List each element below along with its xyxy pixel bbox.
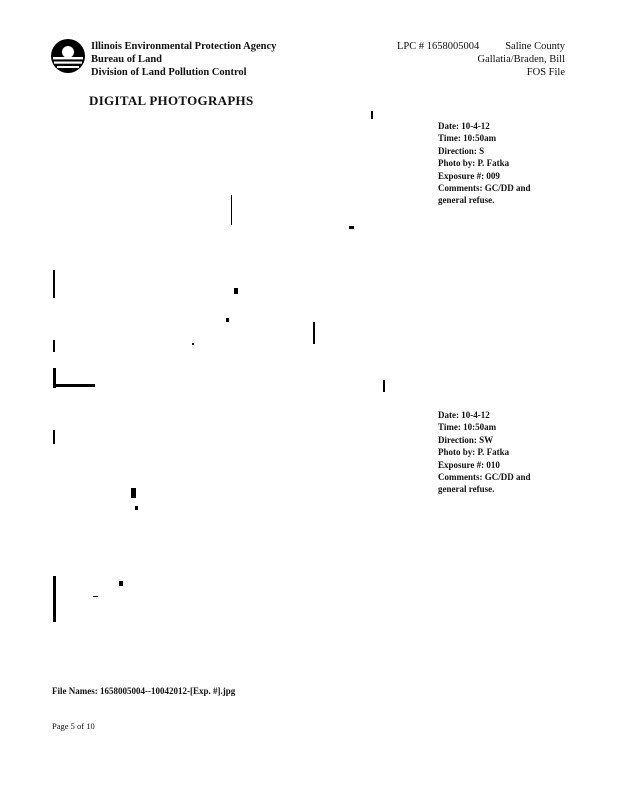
scan-mark bbox=[383, 380, 385, 392]
scan-mark bbox=[53, 430, 55, 444]
scan-mark bbox=[119, 581, 123, 586]
scan-mark bbox=[231, 195, 232, 225]
photo-date: Date: 10-4-12 bbox=[438, 121, 490, 131]
site-reference bbox=[397, 40, 565, 79]
scan-mark bbox=[313, 322, 315, 344]
page-title: DIGITAL PHOTOGRAPHS bbox=[89, 93, 254, 108]
division-name: Division of Land Pollution Control bbox=[91, 67, 247, 78]
scan-mark bbox=[349, 226, 354, 229]
lpc-row bbox=[397, 40, 565, 53]
county-name: Saline County bbox=[505, 41, 565, 52]
illinois-epa-logo-icon bbox=[50, 38, 86, 74]
page-number: Page 5 of 10 bbox=[52, 721, 95, 731]
scan-mark bbox=[53, 340, 55, 352]
photo-caption bbox=[438, 120, 558, 207]
agency-name: Illinois Environmental Protection Agency bbox=[91, 41, 277, 52]
photo-comments: Comments: GC/DD and general refuse. bbox=[438, 183, 531, 206]
site-name: Gallatia/Braden, Bill bbox=[477, 54, 565, 65]
agency-header bbox=[91, 40, 276, 79]
photo-caption bbox=[438, 409, 558, 496]
scan-mark bbox=[135, 506, 138, 510]
photo-direction: Direction: S bbox=[438, 145, 485, 156]
scan-mark bbox=[192, 343, 194, 345]
lpc-number: LPC # 1658005004 bbox=[396, 41, 480, 52]
scan-mark bbox=[371, 111, 373, 119]
bureau-name: Bureau of Land bbox=[91, 54, 162, 65]
file-names: File Names: 1658005004--10042012-[Exp. #].jpg bbox=[52, 686, 236, 696]
scan-mark bbox=[226, 318, 229, 322]
photo-time: Time: 10:50am bbox=[438, 422, 497, 433]
scan-mark bbox=[234, 288, 238, 294]
photo-area bbox=[0, 100, 430, 660]
photo-exposure: Exposure #: 010 bbox=[438, 459, 500, 470]
scan-mark bbox=[131, 488, 136, 498]
photo-photographer: Photo by: P. Fatka bbox=[438, 158, 510, 169]
scan-mark bbox=[53, 576, 56, 622]
scan-mark bbox=[93, 596, 98, 597]
file-type: FOS File bbox=[526, 67, 565, 78]
photo-photographer: Photo by: P. Fatka bbox=[438, 447, 510, 458]
photo-exposure: Exposure #: 009 bbox=[438, 170, 500, 181]
scan-mark bbox=[53, 270, 55, 298]
photo-comments: Comments: GC/DD and general refuse. bbox=[438, 472, 531, 495]
photo-direction: Direction: SW bbox=[438, 434, 494, 445]
photo-time: Time: 10:50am bbox=[438, 133, 497, 144]
photo-date: Date: 10-4-12 bbox=[438, 410, 490, 420]
scan-mark bbox=[53, 384, 95, 387]
